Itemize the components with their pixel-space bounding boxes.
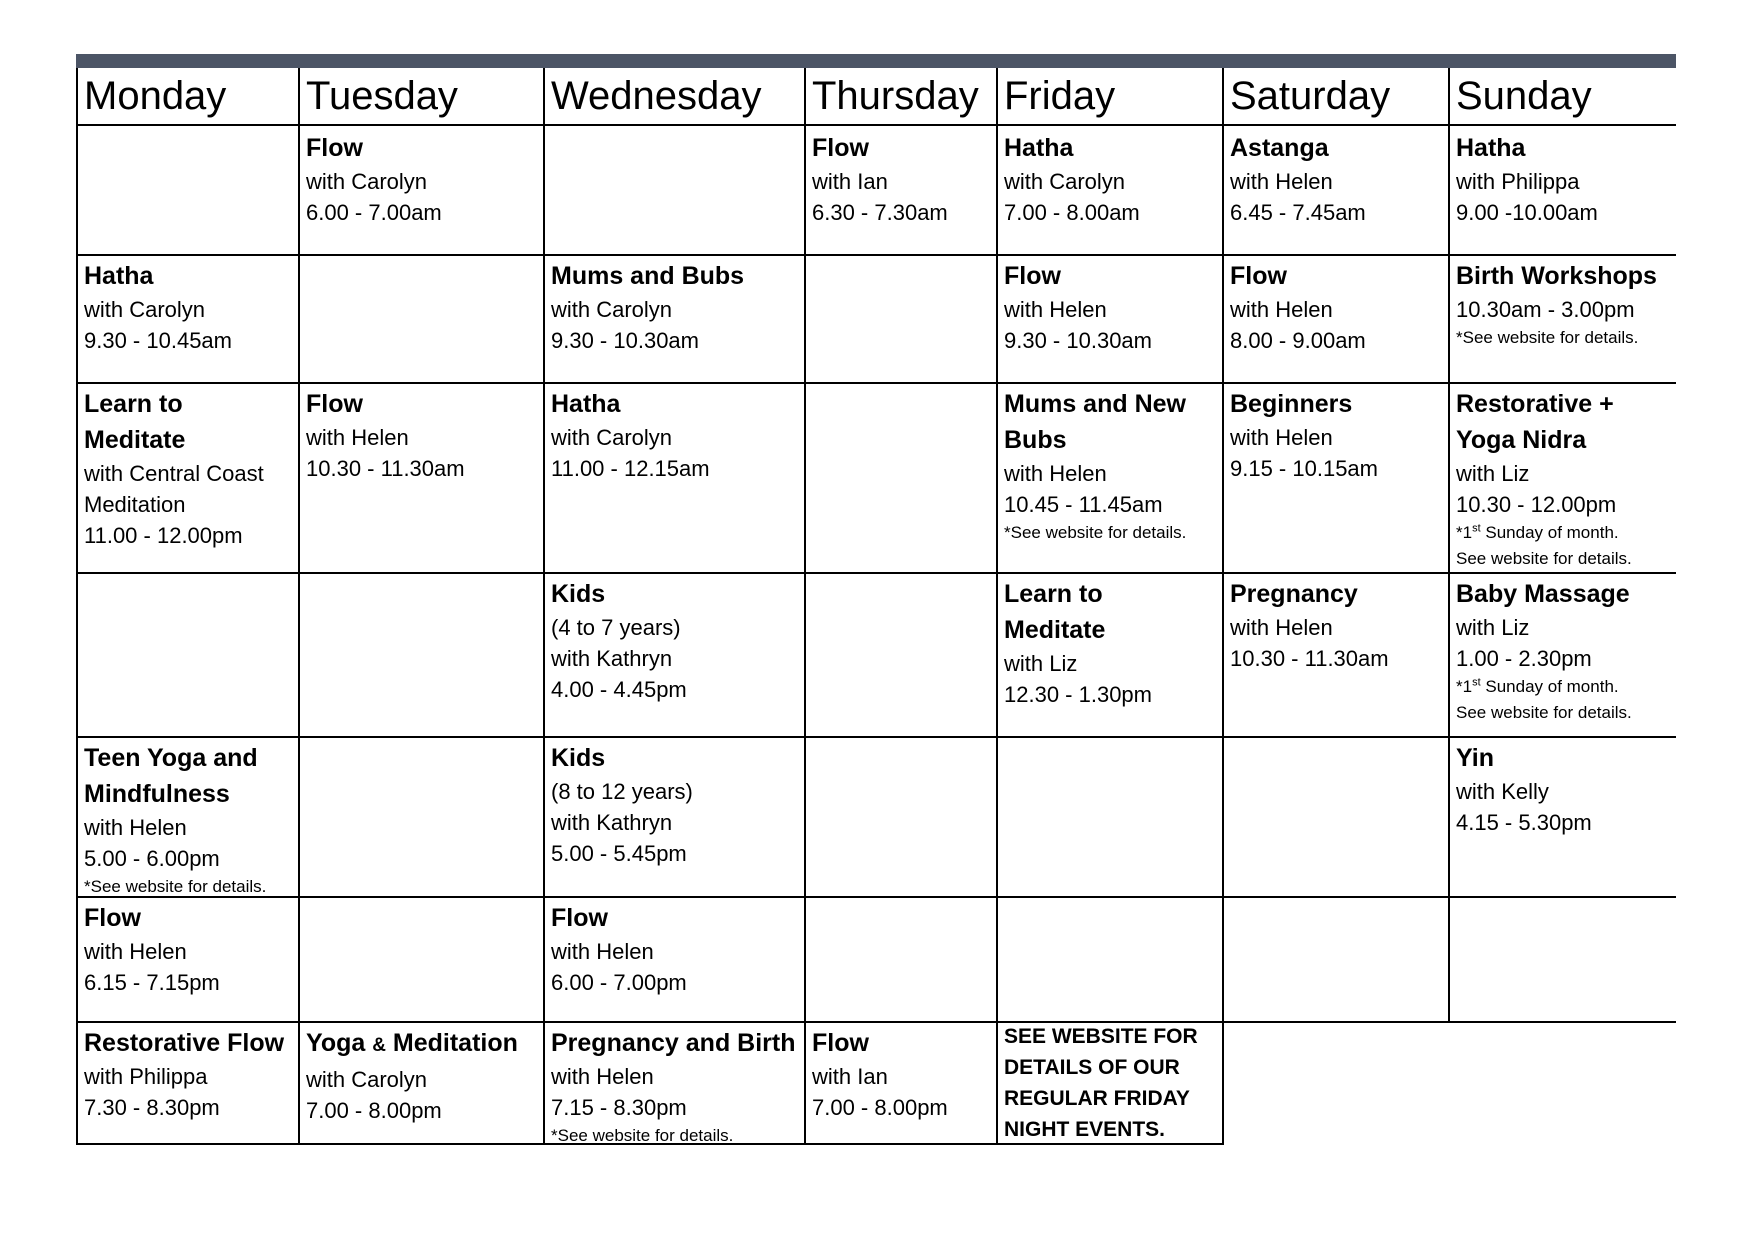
note-ordinal: st (1472, 522, 1481, 535)
class-cell (298, 736, 545, 898)
class-age-range: (8 to 12 years) (551, 779, 693, 804)
notice-line: SEE WEBSITE FOR (1004, 1025, 1198, 1048)
class-title: Learn to (84, 390, 183, 418)
class-title: Yoga Nidra (1456, 426, 1587, 454)
class-title: Hatha (1004, 134, 1074, 162)
class-cell (1448, 572, 1676, 738)
class-note: *See website for details. (551, 1126, 734, 1145)
note-text: Sunday of month. (1480, 523, 1619, 542)
day-header-sunday (1448, 68, 1676, 126)
class-time: 5.00 - 6.00pm (84, 846, 220, 871)
class-time: 10.30 - 12.00pm (1456, 492, 1617, 517)
class-cell (1448, 896, 1676, 1023)
class-cell (996, 126, 1224, 256)
class-instructor: with Liz (1456, 461, 1530, 486)
header-bar (76, 54, 1676, 68)
class-time: 1.00 - 2.30pm (1456, 646, 1592, 671)
class-instructor: with Carolyn (84, 297, 206, 322)
class-title: Flow (551, 904, 608, 932)
class-cell (298, 1021, 545, 1145)
class-time: 7.00 - 8.00pm (812, 1095, 948, 1120)
class-instructor: with Helen (84, 939, 187, 964)
class-title: Mums and New (1004, 390, 1186, 418)
class-time: 9.30 - 10.45am (84, 328, 232, 353)
class-cell (804, 382, 998, 574)
class-time: 10.30am - 3.00pm (1456, 297, 1635, 322)
class-title: Mums and Bubs (551, 262, 745, 290)
class-instructor: with Philippa (84, 1064, 208, 1089)
class-cell (1448, 126, 1676, 256)
class-title: Yin (1456, 744, 1494, 772)
class-cell (76, 254, 300, 384)
day-header-thursday (804, 68, 998, 126)
class-cell (76, 572, 300, 738)
class-instructor: with Ian (812, 169, 888, 194)
class-instructor: with Helen (1004, 297, 1107, 322)
class-age-range: (4 to 7 years) (551, 615, 681, 640)
class-title: Flow (306, 390, 363, 418)
note-text: *1 (1456, 523, 1473, 542)
class-title: Flow (812, 1029, 869, 1057)
class-time: 6.45 - 7.45am (1230, 200, 1366, 225)
class-cell (1222, 126, 1450, 256)
class-cell (996, 382, 1224, 574)
day-header-tuesday (298, 68, 545, 126)
class-title: Birth Workshops (1456, 262, 1657, 290)
class-title: Bubs (1004, 426, 1067, 454)
class-time: 6.00 - 7.00am (306, 200, 442, 225)
class-note (1456, 520, 1670, 546)
class-time: 7.15 - 8.30pm (551, 1095, 687, 1120)
day-label: Monday (84, 74, 227, 118)
class-instructor: with Helen (551, 1064, 654, 1089)
day-header-saturday (1222, 68, 1450, 126)
class-cell (298, 382, 545, 574)
class-instructor: with Kathryn (551, 646, 673, 671)
title-text: Meditation (385, 1029, 518, 1057)
class-title: Meditate (1004, 616, 1106, 644)
class-cell (543, 896, 806, 1023)
class-cell (76, 736, 300, 898)
day-header-monday (76, 68, 300, 126)
class-cell (1222, 254, 1450, 384)
class-title: Hatha (1456, 134, 1526, 162)
class-cell (298, 126, 545, 256)
class-time: 4.00 - 4.45pm (551, 677, 687, 702)
class-title: Learn to (1004, 580, 1103, 608)
class-instructor: with Philippa (1456, 169, 1580, 194)
class-instructor: with Carolyn (1004, 169, 1126, 194)
class-title: Hatha (551, 390, 621, 418)
notice-line: REGULAR FRIDAY (1004, 1087, 1190, 1110)
class-instructor: with Helen (84, 815, 187, 840)
class-instructor: with Helen (1004, 461, 1107, 486)
class-title (306, 1025, 539, 1064)
class-time: 7.00 - 8.00pm (306, 1098, 442, 1123)
class-instructor: with Helen (1230, 169, 1333, 194)
class-time: 9.00 -10.00am (1456, 200, 1598, 225)
class-time: 6.30 - 7.30am (812, 200, 948, 225)
day-header-friday (996, 68, 1224, 126)
class-title: Hatha (84, 262, 154, 290)
class-cell (1222, 572, 1450, 738)
class-title: Flow (306, 134, 363, 162)
class-time: 12.30 - 1.30pm (1004, 682, 1152, 707)
class-cell (543, 382, 806, 574)
class-cell (996, 572, 1224, 738)
class-cell (1448, 736, 1676, 898)
class-title: Mindfulness (84, 780, 230, 808)
class-cell (543, 1021, 806, 1145)
class-instructor: with Ian (812, 1064, 888, 1089)
class-cell (543, 736, 806, 898)
class-title: Restorative Flow (84, 1029, 285, 1057)
class-instructor: with Helen (1230, 615, 1333, 640)
class-cell (996, 896, 1224, 1023)
class-cell (1222, 896, 1450, 1023)
day-label: Saturday (1230, 74, 1391, 118)
class-cell (804, 126, 998, 256)
class-cell (1448, 254, 1676, 384)
class-note: See website for details. (1456, 549, 1632, 568)
class-title: Kids (551, 744, 606, 772)
class-instructor: with Carolyn (551, 297, 673, 322)
class-cell (76, 1021, 300, 1145)
class-cell (543, 572, 806, 738)
class-time: 10.30 - 11.30am (1230, 646, 1389, 671)
class-cell (1222, 736, 1450, 898)
class-title: Pregnancy and Birth (551, 1029, 796, 1057)
class-cell (804, 736, 998, 898)
class-title: Astanga (1230, 134, 1329, 162)
class-time: 10.30 - 11.30am (306, 456, 465, 481)
class-title: Restorative + (1456, 390, 1614, 418)
class-instructor: with Liz (1004, 651, 1078, 676)
note-text: *1 (1456, 677, 1473, 696)
class-instructor: with Liz (1456, 615, 1530, 640)
class-cell (543, 254, 806, 384)
class-time: 7.00 - 8.00am (1004, 200, 1140, 225)
class-note: See website for details. (1456, 703, 1632, 722)
class-cell (804, 254, 998, 384)
class-cell (298, 254, 545, 384)
class-instructor: with Helen (551, 939, 654, 964)
class-time: 9.30 - 10.30am (551, 328, 699, 353)
class-cell (298, 572, 545, 738)
class-cell (298, 896, 545, 1023)
class-time: 11.00 - 12.00pm (84, 523, 243, 548)
class-note: *See website for details. (1456, 328, 1639, 347)
class-instructor: with Helen (1230, 297, 1333, 322)
class-instructor: with Helen (1230, 425, 1333, 450)
class-time: 9.30 - 10.30am (1004, 328, 1152, 353)
class-cell (76, 382, 300, 574)
class-title: Teen Yoga and (84, 744, 258, 772)
class-cell (76, 126, 300, 256)
day-header-wednesday (543, 68, 806, 126)
class-note: *See website for details. (84, 877, 267, 896)
title-text: Yoga (306, 1029, 373, 1057)
class-title: Beginners (1230, 390, 1353, 418)
ampersand: & (372, 1035, 386, 1056)
class-instructor: Meditation (84, 492, 186, 517)
day-label: Sunday (1456, 74, 1592, 118)
class-cell (1222, 382, 1450, 574)
friday-events-notice (996, 1021, 1224, 1145)
class-title: Flow (812, 134, 869, 162)
class-instructor: with Helen (306, 425, 409, 450)
class-cell (996, 736, 1224, 898)
class-note (1456, 674, 1670, 700)
class-time: 6.00 - 7.00pm (551, 970, 687, 995)
class-time: 8.00 - 9.00am (1230, 328, 1366, 353)
class-title: Meditate (84, 426, 186, 454)
note-text: Sunday of month. (1480, 677, 1619, 696)
class-cell (543, 126, 806, 256)
class-title: Flow (1230, 262, 1287, 290)
class-time: 4.15 - 5.30pm (1456, 810, 1592, 835)
class-cell (1448, 382, 1676, 574)
day-label: Friday (1004, 74, 1116, 118)
day-label: Tuesday (306, 74, 458, 118)
notice-line: NIGHT EVENTS. (1004, 1118, 1166, 1141)
class-time: 6.15 - 7.15pm (84, 970, 220, 995)
class-cell (804, 896, 998, 1023)
class-title: Kids (551, 580, 606, 608)
class-time: 10.45 - 11.45am (1004, 492, 1163, 517)
class-cell (996, 254, 1224, 384)
notice-line: DETAILS OF OUR (1004, 1056, 1180, 1079)
day-label: Wednesday (551, 74, 762, 118)
class-instructor: with Carolyn (306, 169, 428, 194)
class-time: 7.30 - 8.30pm (84, 1095, 220, 1120)
class-title: Baby Massage (1456, 580, 1630, 608)
class-instructor: with Carolyn (551, 425, 673, 450)
class-time: 11.00 - 12.15am (551, 456, 710, 481)
class-title: Flow (1004, 262, 1061, 290)
class-instructor: with Kathryn (551, 810, 673, 835)
note-ordinal: st (1472, 676, 1481, 689)
class-instructor: with Kelly (1456, 779, 1549, 804)
class-title: Flow (84, 904, 141, 932)
class-time: 9.15 - 10.15am (1230, 456, 1378, 481)
class-instructor: with Central Coast (84, 461, 264, 486)
class-cell (76, 896, 300, 1023)
day-label: Thursday (812, 74, 979, 118)
class-cell (804, 572, 998, 738)
class-note: *See website for details. (1004, 523, 1187, 542)
class-title: Pregnancy (1230, 580, 1358, 608)
class-time: 5.00 - 5.45pm (551, 841, 687, 866)
class-cell (804, 1021, 998, 1145)
class-instructor: with Carolyn (306, 1067, 428, 1092)
